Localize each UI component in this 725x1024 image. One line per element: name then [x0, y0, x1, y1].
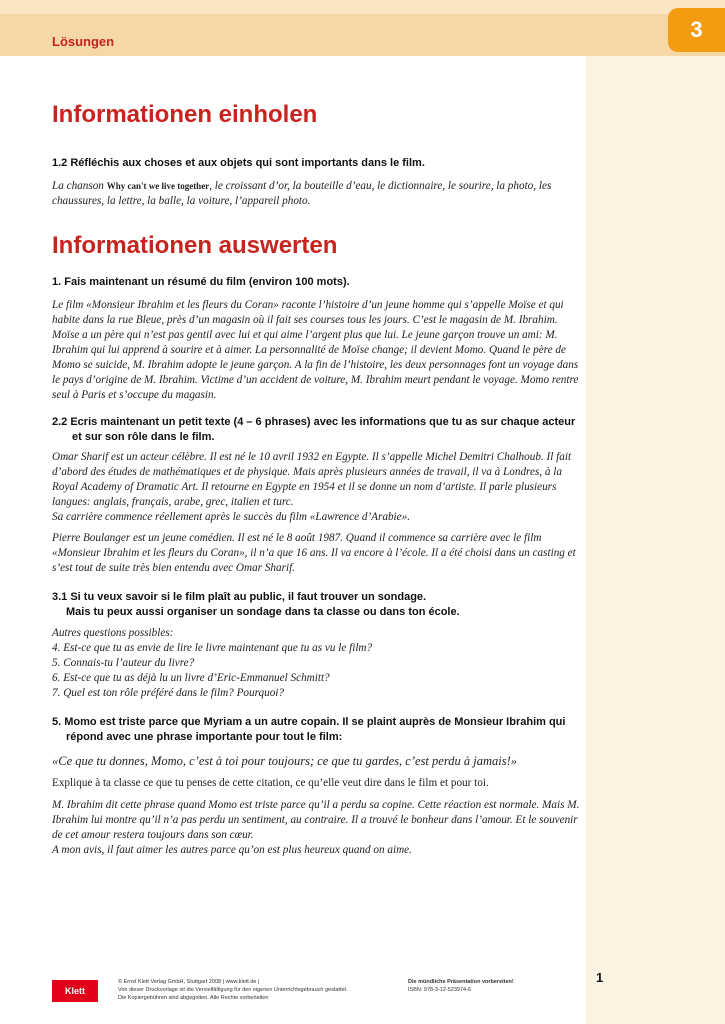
chapter-number: 3 — [690, 17, 703, 42]
answer-3-1-intro: Autres questions possibles: — [52, 627, 174, 639]
question-1-2: 1.2 Réfléchis aux choses et aux objets qui sont importants dans le film. — [52, 157, 425, 169]
question-1: 1. Fais maintenant un résumé du film (environ 100 mots). — [52, 276, 350, 288]
klett-logo — [52, 980, 98, 1002]
answer-2-2-omar-line: Omar Sharif est un acteur célèbre. Il est né le 10 avril 1932 en Egypte. Il s’appelle Michel Demitri Chalhoub. Il fait d’abord des études de mathématiques et de physique. Mais après plusieurs années de travail, il va à Londres, à la Royal Academy of Dramatic Art. Il retourne en Egypte en 1954 et il se donne un nom d’artiste. Il parle plusieurs langues: anglais, français, arabe, grec, italien et turc. — [52, 451, 572, 508]
list-item: 6. Est-ce que tu as déjà lu un livre d’Eric-Emmanuel Schmitt? — [52, 672, 330, 684]
product-title: Die mündliche Präsentation vorbereiten! — [408, 979, 514, 985]
section-label: Lösungen — [52, 34, 115, 49]
section-title-einholen: Informationen einholen — [52, 101, 318, 128]
copyright-line: © Ernst Klett Verlag GmbH, Stuttgart 2008 | www.klett.de | — [118, 979, 260, 985]
isbn: ISBN: 978-3-12-523974-6 — [408, 987, 471, 993]
answer-2-2-omar — [52, 450, 582, 525]
header-stripe — [0, 0, 725, 14]
question-3-1 — [52, 590, 582, 620]
product-info — [408, 978, 568, 994]
answer-5-line: M. Ibrahim dit cette phrase quand Momo est triste parce qu’il a perdu sa copine. Cette réaction est normale. Mais M. Ibrahim lui montre qu’il n’a pas perdu un sentiment, au contraire. Il a trouvé le bonheur dans l’amour. Et le souvenir de cet amour restera toujours dans son cœur. — [52, 799, 580, 841]
song-title: Why can't we live together — [106, 181, 210, 191]
question-3-1-line2: Mais tu peux aussi organiser un sondage dans ta classe ou dans ton école. — [66, 606, 460, 618]
right-margin — [586, 56, 725, 1024]
footer — [52, 970, 612, 1010]
answer-3-1 — [52, 626, 582, 701]
copyright-line: Die Kopiergebühren sind abgegolten. Alle Rechte vorbehalten — [118, 995, 269, 1001]
answer-1-2 — [52, 179, 582, 209]
page-number: 1 — [596, 970, 604, 985]
list-item: 5. Connais-tu l’auteur du livre? — [52, 657, 195, 669]
answer-2-2-omar-line: Sa carrière commence réellement après le succès du film «Lawrence d’Arabie». — [52, 511, 411, 523]
answer-1: Le film «Monsieur Ibrahim et les fleurs du Coran» raconte l’histoire d’un jeune homme qui s’appelle Moïse et qui habite dans la rue Bleue, près d’un magasin où il fait ses courses tous les jours. C’est le magasin de M. Ibrahim. Moïse a un père qui n’est pas gentil avec lui et qui aime l’argent plus que lui. Le jeune garçon trouve un ami: M. Ibrahim qui lui apprend à sourire et à aimer. La personnalité de Moïse change; il devient Momo. Quand le père de Momo se suicide, M. Ibrahim adopte le jeune garçon. A la fin de l’histoire, les deux personnages font un voyage dans le pays d’origine de M. Ibrahim. Victime d’un accident de voiture, M. Ibrahim meurt pendant le voyage. Momo rentre seul à Paris et s’occupe du magasin. — [52, 299, 579, 401]
answer-5-line: A mon avis, il faut aimer les autres parce qu’on est plus heureux quand on aime. — [52, 844, 412, 856]
main-content — [52, 100, 582, 858]
answer-5 — [52, 798, 582, 858]
list-item: 4. Est-ce que tu as envie de lire le livre maintenant que tu as vu le film? — [52, 642, 373, 654]
copyright — [118, 978, 398, 1002]
question-3-1-line1: 3.1 Si tu veux savoir si le film plaît au public, il faut trouver un sondage. — [52, 591, 427, 603]
section-title-auswerten: Informationen auswerten — [52, 232, 338, 259]
quote: «Ce que tu donnes, Momo, c’est à toi pour toujours; ce que tu gardes, c’est perdu à jamais!» — [52, 754, 517, 768]
question-2-2: 2.2 Ecris maintenant un petit texte (4 – 6 phrases) avec les informations que tu as sur chaque acteur et sur son rôle dans le film. — [52, 416, 576, 443]
list-item: 7. Quel est ton rôle préféré dans le film? Pourquoi? — [52, 687, 285, 699]
answer-1-2-prefix: La chanson — [52, 180, 107, 192]
klett-logo-text: Klett — [65, 986, 85, 996]
instruction-5: Explique à ta classe ce que tu penses de cette citation, ce qu’elle veut dire dans le film et pour toi. — [52, 777, 489, 789]
copyright-line: Von dieser Druckvorlage ist die Vervielfältigung für den eigenen Unterrichtsgebrauch gestattet. — [118, 987, 348, 993]
chapter-tab — [668, 8, 725, 52]
question-5: 5. Momo est triste parce que Myriam a un autre copain. Il se plaint auprès de Monsieur Ibrahim qui répond avec une phrase importante pour tout le film: — [52, 716, 566, 743]
answer-2-2-pierre: Pierre Boulanger est un jeune comédien. Il est né le 8 août 1987. Quand il commence sa carrière avec le film «Monsieur Ibrahim et les fleurs du Coran», il n’a que 16 ans. Il va encore à l’école. Il a été choisi dans un casting et s’est tout de suite très bien entendu avec Omar Sharif. — [52, 532, 576, 574]
answer-1-2-rest: , le croissant d’or, la bouteille d’eau, le dictionnaire, le sourire, la photo, les chaussures, la lettre, la balle, la voiture, l’appareil photo. — [52, 180, 552, 207]
